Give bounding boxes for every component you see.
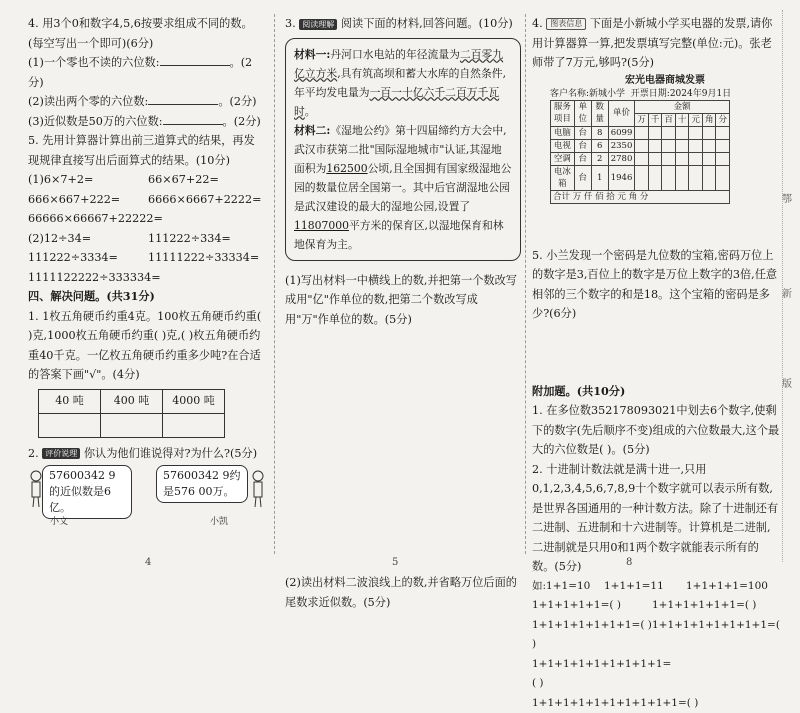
page-column-2 <box>285 14 521 552</box>
option-cell[interactable]: 4000 吨 <box>163 389 225 413</box>
answer-space[interactable] <box>285 329 521 573</box>
q1-options-table <box>38 389 225 438</box>
q5-stem: 5. 小兰发现一个密码是九位数的宝箱,密码万位上的数字是3,百位上的数字是万位上数字的3倍,任意相邻的三个数字的和是18。这个宝箱的密码是多少?(6分) <box>532 246 780 324</box>
q3-sub1: (1)写出材料一中横线上的数,并把第一个数改写成用"亿"作单位的数,把第二个数改写成用"万"作单位的数。(5分) <box>285 271 521 330</box>
q5-row: 1111122222÷333334= <box>28 268 264 288</box>
q5-stem: 5. 先用计算器计算出前三道算式的结果，再发现规律直接写出后面算式的结果。(10分) <box>28 131 264 170</box>
character-name: 小凯 <box>210 513 228 533</box>
material-1: 材料一:丹河口水电站的年径流量为二百零九亿立方米,具有筑高坝和蓄大水库的自然条件,年平均发电量为一百一十亿六千二百万千瓦时。 <box>294 45 512 121</box>
money-col: 万 <box>635 113 649 126</box>
q3-sub2: (2)读出材料二波浪线上的数,并省略万位后面的尾数求近似数。(5分) <box>285 573 521 612</box>
header-cell: 单价 <box>608 100 635 126</box>
check-cell[interactable] <box>39 413 101 437</box>
money-col: 分 <box>716 113 730 126</box>
column-divider <box>525 14 526 554</box>
binary-row[interactable]: 1+1+1+1+1+1+1+1+1=( )1+1+1+1+1+1+1+1+1+1=( ) <box>532 655 780 713</box>
invoice-meta: 客户名称:新城小学 开票日期:2024年9月1日 <box>550 88 780 100</box>
material-2: 材料二:《湿地公约》第十四届缔约方大会中,武汉市获第二批"国际湿地城市"认证,其湿地面积为162500公顷,且全国拥有国家级湿地公园的数量位居全国第一。其中后官湖湿地公园是武汉建设的最大的湿地公园,设置了11807000平方米的保育区,以湿地保育和林地保育为主。 <box>294 121 512 254</box>
column-divider <box>274 14 275 554</box>
option-cell[interactable]: 400 吨 <box>101 389 163 413</box>
binary-row: 如:1+1=10 1+1+1=11 1+1+1+1=100 <box>532 577 780 597</box>
table-row: 电冰箱 台 1 1946 <box>551 165 730 190</box>
speech-bubble: 57600342 9约是576 00万。 <box>156 465 248 503</box>
header-cell: 单位 <box>574 100 591 126</box>
page-column-3 <box>532 14 780 552</box>
question-tag: 阅读理解 <box>299 19 337 30</box>
side-label: 新 <box>782 285 792 300</box>
q5-row: (1)6×7+2= 66×67+22= <box>28 170 264 190</box>
side-label: 鄂 <box>782 190 792 205</box>
q2-stem: 2. 评价说理 你认为他们谁说得对?为什么?(5分) <box>28 444 264 464</box>
check-cell[interactable] <box>101 413 163 437</box>
header-cell: 金额 <box>635 100 730 113</box>
q4-answer-1: (1)一个零也不读的六位数: 。(2分) <box>28 53 264 92</box>
table-row: 电脑 台 8 6099 <box>551 126 730 139</box>
q5-row: 66666×66667+22222= <box>28 209 264 229</box>
child-figure-icon <box>250 469 266 509</box>
option-cell[interactable]: 40 吨 <box>39 389 101 413</box>
money-col: 元 <box>689 113 703 126</box>
extra-q1: 1. 在多位数352178093021中划去6个数字,使剩下的数字(先后顺序不变)组成的六位数最大,这个最大的六位数是( )。(5分) <box>532 401 780 460</box>
child-figure-icon <box>28 469 44 509</box>
answer-blank[interactable] <box>163 113 223 125</box>
question-tag: 图表信息 <box>546 18 586 30</box>
money-col: 百 <box>662 113 676 126</box>
answer-space[interactable] <box>532 210 780 246</box>
page-number: 5 <box>392 557 398 568</box>
q4-stem: 4. 用3个0和数字4,5,6按要求组成不同的数。(每空写出一个即可)(6分) <box>28 14 264 53</box>
section-heading: 附加题。(共10分) <box>532 382 780 402</box>
answer-space[interactable] <box>532 324 780 382</box>
money-col: 角 <box>702 113 716 126</box>
binary-row[interactable]: 1+1+1+1+1=( ) 1+1+1+1+1+1=( ) <box>532 596 780 616</box>
speech-bubble: 57600342 9的近似数是6亿。 <box>42 465 132 519</box>
page-number: 4 <box>145 557 151 568</box>
header-cell: 数量 <box>591 100 608 126</box>
q5-row: 666×667+222= 6666×6667+2222= <box>28 190 264 210</box>
question-tag: 评价说理 <box>42 448 80 459</box>
q1-stem: 1. 1枚五角硬币约重4克。100枚五角硬币约重( )克,1000枚五角硬币约重( )克,( )枚五角硬币约重40千克。一亿枚五角硬币约重多少吨?在合适的答案下画"√"。(4分) <box>28 307 264 385</box>
extra-q2: 2. 十进制计数法就是满十进一,只用0,1,2,3,4,5,6,7,8,9十个数字就可以表示所有数,是世界各国通用的一种计数方法。除了十进制还有二进制、五进制和十六进制等。计算机是二进制,二进制就是只用0和1两个数字就能表示所有的数。(5分) <box>532 460 780 577</box>
reading-material-box <box>285 38 521 261</box>
q4-answer-3: (3)近似数是50万的六位数: 。(2分) <box>28 112 264 132</box>
money-col: 十 <box>675 113 689 126</box>
q2-illustration <box>28 463 264 543</box>
header-cell: 服务项目 <box>551 100 575 126</box>
invoice-title: 宏光电器商城发票 <box>550 75 780 87</box>
q5-row: 111222÷3334= 11111222÷33334= <box>28 248 264 268</box>
check-cell[interactable] <box>163 413 225 437</box>
page-number: 8 <box>626 557 632 568</box>
answer-blank[interactable] <box>148 93 218 105</box>
invoice <box>550 75 780 204</box>
invoice-table <box>550 100 730 204</box>
answer-blank[interactable] <box>160 54 230 66</box>
table-row: 电视 台 6 2350 <box>551 139 730 152</box>
side-label: 版 <box>782 375 792 390</box>
q5-row: (2)12÷34= 111222÷334= <box>28 229 264 249</box>
section-heading: 四、解决问题。(共31分) <box>28 287 264 307</box>
money-col: 千 <box>648 113 662 126</box>
page-column-1 <box>28 14 264 552</box>
q3-stem: 3. 阅读理解 阅读下面的材料,回答问题。(10分) <box>285 14 521 34</box>
total-row: 合计 万 仟 佰 拾 元 角 分 <box>551 190 730 203</box>
q4-answer-2: (2)读出两个零的六位数: 。(2分) <box>28 92 264 112</box>
character-name: 小文 <box>50 513 68 533</box>
table-row: 空调 台 2 2780 <box>551 152 730 165</box>
q4-stem: 4. 图表信息 下面是小新城小学买电器的发票,请你用计算器算一算,把发票填写完整(单位:元)。张老师带了7万元,够吗?(5分) <box>532 14 780 73</box>
binary-row[interactable]: 1+1+1+1+1+1+1=( )1+1+1+1+1+1+1+1=( ) <box>532 616 780 655</box>
